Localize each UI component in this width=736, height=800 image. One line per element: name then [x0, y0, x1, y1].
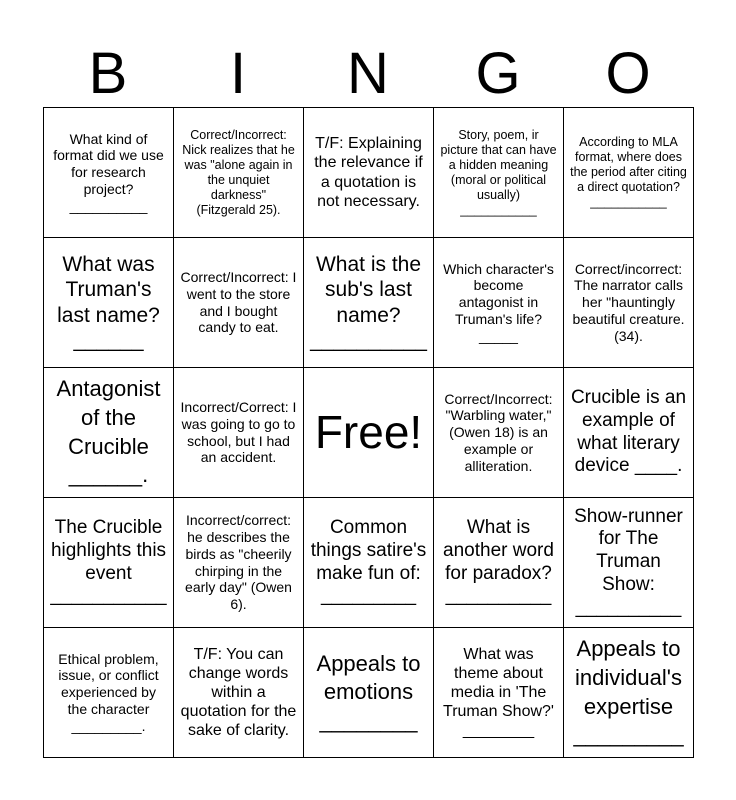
bingo-cell: Crucible is an example of what literary device ____.	[564, 368, 694, 498]
board-row	[44, 628, 694, 758]
bingo-cell: What was theme about media in 'The Truman Show?' ________	[434, 628, 564, 758]
header-letter-i: I	[229, 41, 247, 106]
bingo-cell: T/F: Explaining the relevance if a quotation is not necessary.	[304, 108, 434, 238]
bingo-cell: Incorrect/Correct: I was going to go to school, but I had an accident.	[174, 368, 304, 498]
board-row	[44, 238, 694, 368]
bingo-cell: Appeals to individual's expertise _________	[564, 628, 694, 758]
bingo-cell: Correct/incorrect: The narrator calls her "hauntingly beautiful creature. (34).	[564, 238, 694, 368]
bingo-cell: What is another word for paradox? __________	[434, 498, 564, 628]
bingo-cell: Incorrect/correct: he describes the birds as "cheerily chirping in the early day" (Owen 6).	[174, 498, 304, 628]
board-row	[44, 368, 694, 498]
bingo-cell: What was Truman's last name? ______	[44, 238, 174, 368]
bingo-cell: Ethical problem, issue, or conflict experienced by the character _________.	[44, 628, 174, 758]
bingo-cell: Correct/Incorrect: Nick realizes that he was "alone again in the unquiet darkness" (Fitzgerald 25).	[174, 108, 304, 238]
bingo-header	[43, 40, 693, 108]
bingo-cell: According to MLA format, where does the period after citing a direct quotation? ___________	[564, 108, 694, 238]
bingo-cell: Show-runner for The Truman Show: __________	[564, 498, 694, 628]
bingo-cell: Common things satire's make fun of: _________	[304, 498, 434, 628]
header-letter-o: O	[605, 41, 651, 106]
header-letter-n: N	[347, 41, 389, 106]
bingo-board	[43, 107, 694, 758]
bingo-cell: What kind of format did we use for research project? __________	[44, 108, 174, 238]
free-space: Free!	[304, 368, 434, 498]
bingo-cell: What is the sub's last name? __________	[304, 238, 434, 368]
bingo-cell: Antagonist of the Crucible ______.	[44, 368, 174, 498]
bingo-cell: Which character's become antagonist in Truman's life? _____	[434, 238, 564, 368]
bingo-cell: T/F: You can change words within a quotation for the sake of clarity.	[174, 628, 304, 758]
bingo-cell: Appeals to emotions ________	[304, 628, 434, 758]
bingo-cell: The Crucible highlights this event ___________	[44, 498, 174, 628]
header-letter-g: G	[475, 41, 521, 106]
bingo-cell: Story, poem, ir picture that can have a hidden meaning (moral or political usually) ___________	[434, 108, 564, 238]
bingo-cell: Correct/Incorrect: I went to the store and I bought candy to eat.	[174, 238, 304, 368]
header-letter-b: B	[88, 41, 128, 106]
bingo-cell: Correct/Incorrect: "Warbling water," (Owen 18) is an example or alliteration.	[434, 368, 564, 498]
board-row	[44, 498, 694, 628]
board-row	[44, 108, 694, 238]
